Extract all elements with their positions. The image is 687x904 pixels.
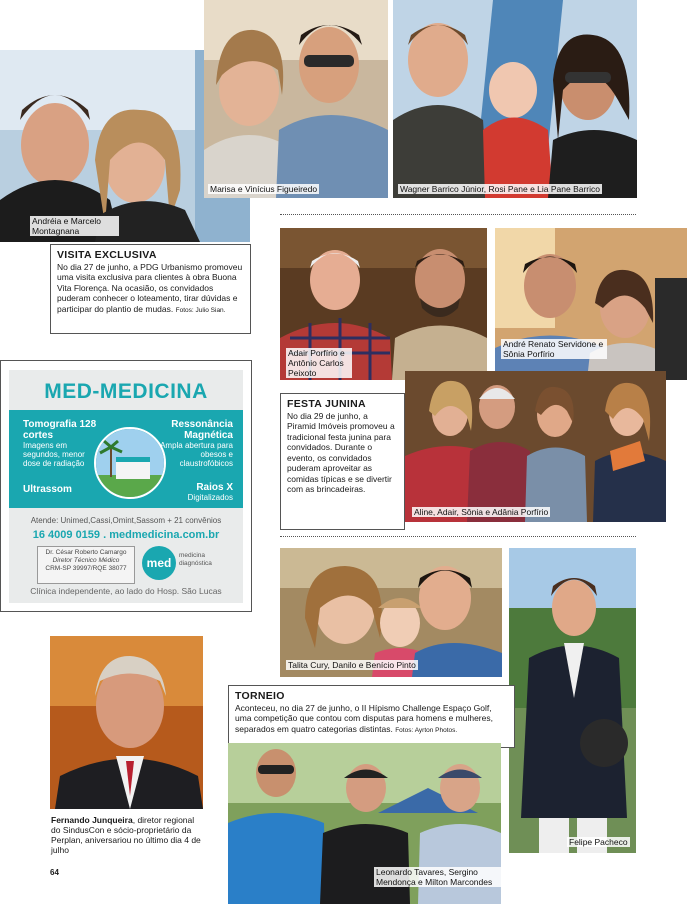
visita-body: No dia 27 de junho, a PDG Urbanismo promoveu uma visita exclusiva para clientes à obra Buona Vita Florença. Na ocasião, os convidados puderam conhecer o loteamento, tirar dúvidas e participar do plantio de mudas. — [57, 261, 243, 314]
ad-tomografia-text: Imagens em segundos, menor dose de radiação — [23, 441, 85, 468]
ad-logo-sub: medicina diagnóstica — [179, 552, 212, 567]
caption-wagner: Wagner Barrico Júnior, Rosi Pane e Lia Pane Barrico — [400, 184, 601, 194]
torneio-title: TORNEIO — [235, 690, 285, 702]
caption-marisa: Marisa e Vinícius Figueiredo — [210, 184, 318, 194]
caption-talita: Talita Cury, Danilo e Benício Pinto — [288, 660, 416, 670]
ad-raiosx-text: Digitalizados — [187, 493, 233, 502]
ad-phone: 16 4009 0159 . medmedicina.com.br — [32, 529, 220, 541]
caption-andreia: Andréia e Marcelo Montagnana — [30, 216, 119, 236]
caption-andre: André Renato Servidone e Sônia Porfírio — [501, 339, 607, 359]
torneio-box — [228, 685, 515, 748]
caption-leonardo: Leonardo Tavares, Sergino Mendonça e Milton Marcondes — [374, 867, 503, 887]
ad-brand: MED-MEDICINA — [44, 380, 208, 403]
med-medicina-ad — [0, 360, 252, 612]
ad-convenios: Atende: Unimed,Cassi,Omint,Sassom + 21 convênios — [30, 516, 222, 525]
fernando-caption — [51, 815, 201, 855]
divider-2 — [280, 536, 636, 537]
divider-1 — [280, 214, 636, 215]
torneio-body: Aconteceu, no dia 27 de junho, o II Hípismo Challenge Espaço Golf, uma competição que contou com disputas para homens e mulheres, separados em quatro categorias distintas. — [235, 702, 493, 734]
ad-doctor-card — [37, 546, 135, 584]
visita-exclusiva-box — [50, 244, 251, 334]
ad-services-band — [9, 410, 243, 508]
caption-aline: Aline, Adair, Sônia e Adânia Porfírio — [414, 507, 549, 517]
ad-doctor-name: Dr. César Roberto Camargo — [45, 549, 127, 556]
caption-felipe: Felipe Pacheco — [569, 837, 628, 847]
ad-tomografia-title: Tomografia 128 cortes — [23, 419, 97, 441]
fernando-name: Fernando Junqueira — [51, 815, 133, 825]
page-number: 64 — [50, 868, 59, 877]
ad-ressonancia-text: Ampla abertura para obesos e claustrofóbicos — [160, 441, 233, 468]
ad-building-image — [94, 427, 166, 499]
festa-body: No dia 29 de junho, a Piramid Imóveis promoveu a tradicional festa junina para convidados. Durante o evento, os convidados puderam aproveitar as comidas típicas e se divertir com as brincadeiras. — [287, 410, 395, 494]
ad-panel — [9, 370, 243, 603]
ad-logo-text: med — [146, 556, 172, 570]
festa-title: FESTA JUNINA — [287, 398, 366, 410]
ad-doctor-role: Diretor Técnico Médico — [52, 557, 120, 564]
visita-credit: Fotos: Julio Sian. — [175, 306, 226, 314]
ad-doctor-crm: CRM-SP 39997/RQE 38077 — [45, 565, 127, 572]
caption-adair: Adair Porfírio e Antônio Carlos Peixoto — [286, 348, 352, 378]
photo-talita-danilo-benicio — [280, 548, 502, 677]
fernando-body: , diretor regional do SindusCon e sócio-proprietário da Perplan, aniversariou no último dia 4 de julho — [51, 815, 201, 855]
photo-wagner-rosi-lia — [393, 0, 637, 198]
photo-aline-adair-sonia-adania — [405, 371, 666, 522]
ad-ultrassom: Ultrassom — [23, 484, 72, 495]
photo-marisa-vinicius — [204, 0, 388, 198]
ad-footer: Clínica independente, ao lado do Hosp. São Lucas — [30, 586, 222, 596]
photo-fernando-junqueira — [50, 636, 203, 809]
torneio-credit: Fotos: Ayrton Photos. — [395, 726, 458, 734]
ad-raiosx-title: Raios X — [196, 482, 233, 493]
ad-logo — [142, 546, 176, 580]
photo-felipe-pacheco — [509, 548, 636, 853]
ad-ressonancia-title: Ressonância Magnética — [171, 419, 233, 441]
visita-title: VISITA EXCLUSIVA — [57, 249, 157, 261]
festa-junina-box — [280, 393, 405, 530]
